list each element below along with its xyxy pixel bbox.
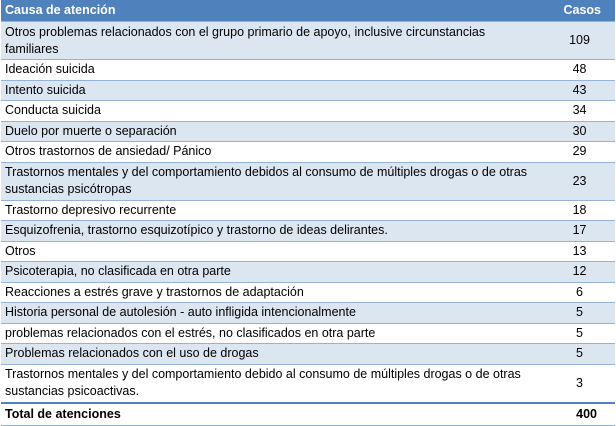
cause-cell: Otros problemas relacionados con el grupo primario de apoyo, inclusive circunstancias familiares	[1, 22, 544, 60]
cases-cell: 109	[544, 22, 615, 60]
cases-cell: 3	[544, 364, 615, 403]
cases-cell: 12	[544, 262, 615, 283]
table-row	[1, 262, 615, 283]
cases-cell: 13	[544, 241, 615, 262]
table-row	[1, 142, 615, 163]
cases-cell: 18	[544, 200, 615, 221]
cases-cell: 5	[544, 303, 615, 324]
cases-cell: 43	[544, 80, 615, 101]
table-row	[1, 344, 615, 365]
cause-cell: Trastorno depresivo recurrente	[1, 200, 544, 221]
table-row	[1, 80, 615, 101]
table-row	[1, 323, 615, 344]
cases-cell: 6	[544, 282, 615, 303]
cause-cell: Conducta suicida	[1, 101, 544, 122]
cause-cell: Reacciones a estrés grave y trastornos de adaptación	[1, 282, 544, 303]
cause-cell: Otros trastornos de ansiedad/ Pánico	[1, 142, 544, 163]
cause-cell: Esquizofrenia, trastorno esquizotípico y trastorno de ideas delirantes.	[1, 221, 544, 242]
cause-cell: Ideación suicida	[1, 60, 544, 81]
cases-cell: 5	[544, 323, 615, 344]
table-row	[1, 364, 615, 403]
cause-cell: Trastornos mentales y del comportamiento debido al consumo de múltiples drogas o de otras sustancias psicoactivas.	[1, 364, 544, 403]
cause-cell: Psicoterapia, no clasificada en otra parte	[1, 262, 544, 283]
table-row	[1, 121, 615, 142]
cause-cell: Duelo por muerte o separación	[1, 121, 544, 142]
cases-cell: 48	[544, 60, 615, 81]
table-row	[1, 200, 615, 221]
table-row	[1, 221, 615, 242]
table-row	[1, 60, 615, 81]
cases-cell: 30	[544, 121, 615, 142]
total-label: Total de atenciones	[1, 403, 544, 426]
total-row	[1, 403, 615, 426]
table-row	[1, 22, 615, 60]
cases-cell: 29	[544, 142, 615, 163]
table-row	[1, 101, 615, 122]
cases-cell: 23	[544, 162, 615, 200]
cases-cell: 34	[544, 101, 615, 122]
cases-table	[1, 0, 615, 426]
total-value: 400	[544, 403, 615, 426]
header-cases: Casos	[544, 0, 615, 22]
cases-cell: 17	[544, 221, 615, 242]
table-row	[1, 303, 615, 324]
cases-cell: 5	[544, 344, 615, 365]
table-row	[1, 241, 615, 262]
cause-cell: Otros	[1, 241, 544, 262]
cause-cell: Intento suicida	[1, 80, 544, 101]
cause-cell: Historia personal de autolesión - auto infligida intencionalmente	[1, 303, 544, 324]
table-row	[1, 162, 615, 200]
table-row	[1, 282, 615, 303]
header-row	[1, 0, 615, 22]
cause-cell: Problemas relacionados con el uso de drogas	[1, 344, 544, 365]
header-cause: Causa de atención	[1, 0, 544, 22]
cause-cell: Trastornos mentales y del comportamiento debidos al consumo de múltiples drogas o de otras sustancias psicótropas	[1, 162, 544, 200]
cause-cell: problemas relacionados con el estrés, no clasificados en otra parte	[1, 323, 544, 344]
